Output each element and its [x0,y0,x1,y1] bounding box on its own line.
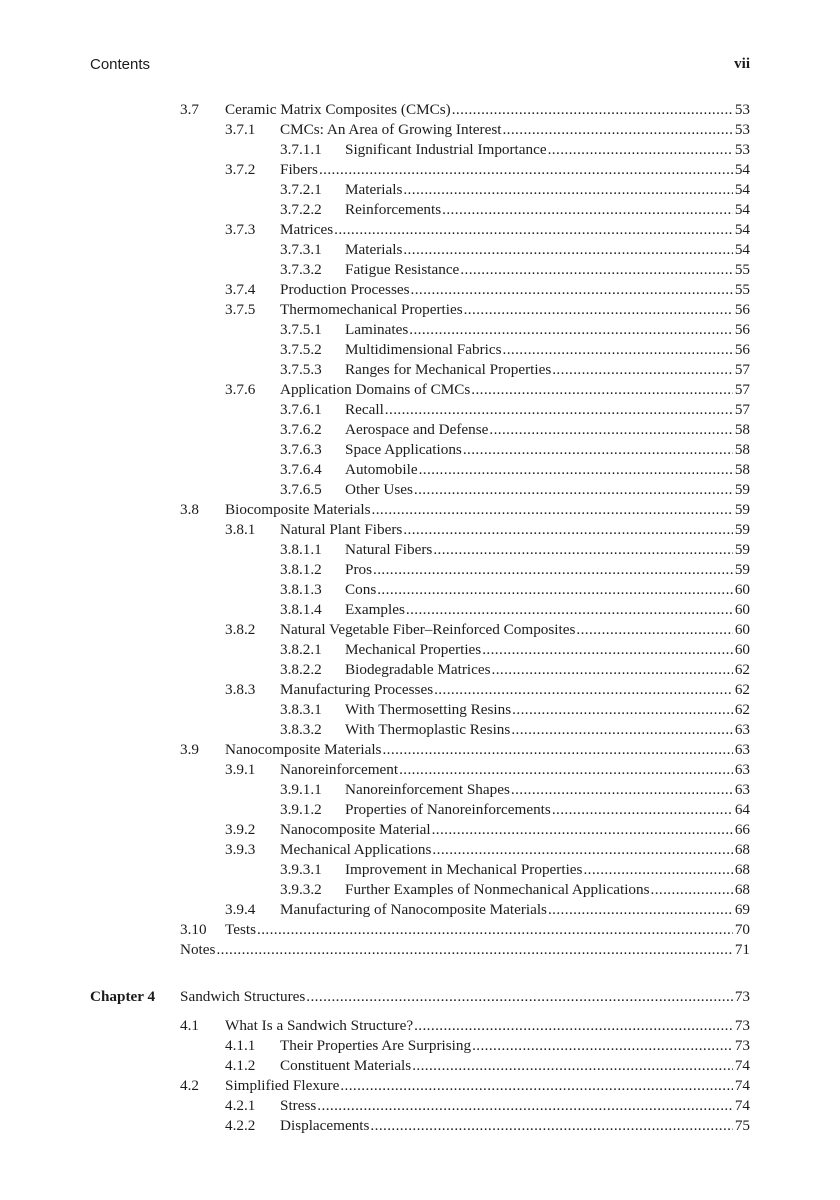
dot-leader [372,500,733,520]
dot-leader [583,860,732,880]
entry-page-number: 56 [734,301,750,318]
entry-page-number: 62 [734,681,750,698]
entry-title: Other Uses [345,481,413,498]
entry-number: 4.1.2 [225,1057,256,1074]
entry-title: Fatigue Resistance [345,261,460,278]
entry-title: Nanoreinforcement [280,761,399,778]
toc-entry[interactable] [0,1036,840,1056]
entry-title: Mechanical Properties [345,641,482,658]
toc-entry[interactable] [0,240,840,260]
dot-leader [414,480,733,500]
entry-page-number: 59 [734,521,750,538]
entry-number: 4.2.2 [225,1117,256,1134]
toc-entry[interactable] [0,820,840,840]
entry-page-number: 68 [734,881,750,898]
entry-title: Manufacturing Processes [280,681,434,698]
dot-leader [403,240,732,260]
entry-page-number: 62 [734,661,750,678]
toc-entry[interactable] [0,740,840,760]
entry-page-number: 58 [734,461,750,478]
entry-title: Natural Plant Fibers [280,521,403,538]
entry-title: Pros [345,561,373,578]
dot-leader [432,840,732,860]
entry-number: 3.7.6.4 [280,461,322,478]
toc-entry[interactable] [0,760,840,780]
dot-leader [411,280,733,300]
entry-page-number: 63 [734,741,750,758]
entry-page-number: 54 [734,201,750,218]
entry-number: 3.7.5.3 [280,361,322,378]
dot-leader [489,420,732,440]
entry-page-number: 56 [734,341,750,358]
toc-section-chapter-3 [0,100,840,960]
entry-page-number: 60 [734,621,750,638]
toc-entry[interactable] [0,400,840,420]
toc-entry[interactable] [0,1096,840,1116]
entry-number: 4.2.1 [225,1097,256,1114]
entry-title: Ranges for Mechanical Properties [345,361,552,378]
dot-leader [548,140,733,160]
toc-entry[interactable] [0,500,840,520]
entry-number: 3.8.1.4 [280,601,322,618]
dot-leader [472,1036,733,1056]
entry-title: Tests [225,921,256,938]
entry-title: Nanocomposite Material [280,821,431,838]
entry-page-number: 71 [734,941,750,958]
toc-entry[interactable] [0,700,840,720]
entry-title: Improvement in Mechanical Properties [345,861,583,878]
toc-entry[interactable] [0,900,840,920]
entry-page-number: 59 [734,481,750,498]
toc-entry[interactable] [0,320,840,340]
entry-page-number: 74 [734,1077,750,1094]
entry-number: 3.7.3 [225,221,256,238]
entry-page-number: 73 [734,1037,750,1054]
entry-number: 3.8.1 [225,521,256,538]
chapter-entry[interactable] [0,987,840,1007]
dot-leader [319,160,733,180]
toc-entry[interactable] [0,300,840,320]
entry-page-number: 59 [734,541,750,558]
entry-number: 3.8.2 [225,621,256,638]
dot-leader [460,260,733,280]
toc-entry[interactable] [0,420,840,440]
dot-leader [406,600,733,620]
entry-page-number: 68 [734,841,750,858]
entry-page-number: 74 [734,1097,750,1114]
entry-title: Notes [180,941,216,958]
dot-leader [463,440,733,460]
toc-entry[interactable] [0,580,840,600]
entry-title: With Thermosetting Resins [345,701,512,718]
entry-title: Biodegradable Matrices [345,661,491,678]
entry-title: Displacements [280,1117,370,1134]
entry-page-number: 60 [734,641,750,658]
entry-number: 3.9.3.2 [280,881,322,898]
entry-number: 3.8.1.3 [280,581,322,598]
dot-leader [216,940,732,960]
page-header [90,56,750,76]
running-title: Contents [90,56,151,73]
toc-entry[interactable] [0,440,840,460]
toc-entry[interactable] [0,640,840,660]
entry-number: 3.7 [180,101,199,118]
toc-entry[interactable] [0,460,840,480]
toc-entry[interactable] [0,620,840,640]
entry-title: Application Domains of CMCs [280,381,471,398]
toc-entry[interactable] [0,720,840,740]
entry-page-number: 63 [734,721,750,738]
entry-title: Examples [345,601,405,618]
entry-title: Natural Vegetable Fiber–Reinforced Composites [280,621,576,638]
dot-leader [403,520,732,540]
toc-entry[interactable] [0,860,840,880]
entry-title: Nanocomposite Materials [225,741,382,758]
entry-number: 3.7.2 [225,161,256,178]
toc-entry[interactable] [0,600,840,620]
entry-number: 3.7.1 [225,121,256,138]
toc-entry[interactable] [0,260,840,280]
dot-leader [511,780,733,800]
dot-leader [512,700,733,720]
entry-title: Significant Industrial Importance [345,141,547,158]
table-of-contents [0,100,840,1136]
entry-title: Materials [345,241,403,258]
dot-leader [432,820,733,840]
entry-title: Natural Fibers [345,541,433,558]
entry-number: 3.7.6.3 [280,441,322,458]
entry-page-number: 53 [734,141,750,158]
entry-number: 3.7.5.2 [280,341,322,358]
entry-title: Simplified Flexure [225,1077,340,1094]
entry-title: Matrices [280,221,334,238]
dot-leader [502,120,732,140]
entry-number: 3.7.6.5 [280,481,322,498]
toc-entry[interactable] [0,220,840,240]
dot-leader [442,200,733,220]
entry-number: 3.8.1.1 [280,541,322,558]
chapter-label: Chapter 4 [90,988,156,1005]
entry-page-number: 63 [734,781,750,798]
entry-page-number: 53 [734,101,750,118]
entry-number: 3.9.2 [225,821,256,838]
entry-page-number: 62 [734,701,750,718]
entry-number: 3.7.1.1 [280,141,322,158]
entry-title: Materials [345,181,403,198]
chapter-page-number: 73 [734,988,750,1005]
toc-entry[interactable] [0,540,840,560]
dot-leader [552,800,733,820]
toc-entry[interactable] [0,840,840,860]
toc-section-chapter-4 [0,1016,840,1136]
entry-number: 3.8.3 [225,681,256,698]
toc-entry[interactable] [0,140,840,160]
entry-title: Thermomechanical Properties [280,301,463,318]
entry-page-number: 55 [734,261,750,278]
entry-number: 3.10 [180,921,207,938]
entry-number: 3.8.2.1 [280,641,322,658]
toc-entry[interactable] [0,940,840,960]
entry-page-number: 66 [734,821,750,838]
dot-leader [403,180,732,200]
toc-entry[interactable] [0,1076,840,1096]
entry-page-number: 57 [734,381,750,398]
dot-leader [334,220,733,240]
dot-leader [464,300,733,320]
toc-entry[interactable] [0,360,840,380]
toc-entry[interactable] [0,1056,840,1076]
entry-page-number: 56 [734,321,750,338]
entry-number: 3.9.1.1 [280,781,322,798]
dot-leader [306,987,733,1007]
entry-number: 3.7.6.2 [280,421,322,438]
entry-title: Biocomposite Materials [225,501,371,518]
dot-leader [419,460,733,480]
chapter-title: Sandwich Structures [180,988,306,1005]
entry-page-number: 58 [734,421,750,438]
entry-page-number: 54 [734,161,750,178]
entry-title: Further Examples of Nonmechanical Applications [345,881,650,898]
dot-leader [340,1076,732,1096]
entry-number: 3.7.4 [225,281,256,298]
entry-number: 3.8.3.1 [280,701,322,718]
entry-page-number: 70 [734,921,750,938]
dot-leader [370,1116,732,1136]
dot-leader [385,400,733,420]
page-number: vii [734,56,750,72]
toc-entry[interactable] [0,480,840,500]
entry-number: 3.9.1.2 [280,801,322,818]
dot-leader [414,1016,733,1036]
toc-entry[interactable] [0,160,840,180]
entry-title: With Thermoplastic Resins [345,721,511,738]
dot-leader [651,880,733,900]
entry-number: 3.8 [180,501,199,518]
dot-leader [433,540,733,560]
entry-title: Constituent Materials [280,1057,412,1074]
toc-entry[interactable] [0,560,840,580]
dot-leader [492,660,733,680]
entry-title: Production Processes [280,281,410,298]
toc-entry[interactable] [0,520,840,540]
entry-page-number: 63 [734,761,750,778]
entry-title: Their Properties Are Surprising [280,1037,472,1054]
entry-page-number: 54 [734,181,750,198]
dot-leader [552,360,733,380]
toc-entry[interactable] [0,920,840,940]
entry-number: 3.7.3.1 [280,241,322,258]
entry-number: 3.7.2.1 [280,181,322,198]
entry-page-number: 58 [734,441,750,458]
entry-title: Stress [280,1097,317,1114]
entry-number: 3.9.3 [225,841,256,858]
toc-entry[interactable] [0,180,840,200]
entry-title: Mechanical Applications [280,841,432,858]
entry-number: 3.9.1 [225,761,256,778]
dot-leader [576,620,732,640]
dot-leader [434,680,733,700]
entry-number: 3.9.3.1 [280,861,322,878]
entry-title: What Is a Sandwich Structure? [225,1017,414,1034]
entry-number: 3.9.4 [225,901,256,918]
entry-title: CMCs: An Area of Growing Interest [280,121,502,138]
toc-entry[interactable] [0,380,840,400]
toc-entry[interactable] [0,280,840,300]
entry-number: 4.2 [180,1077,199,1094]
entry-title: Fibers [280,161,318,178]
entry-number: 3.7.3.2 [280,261,322,278]
entry-number: 3.7.6.1 [280,401,322,418]
entry-page-number: 69 [734,901,750,918]
dot-leader [503,340,733,360]
entry-title: Reinforcements [345,201,442,218]
entry-page-number: 57 [734,361,750,378]
entry-title: Aerospace and Defense [345,421,489,438]
entry-title: Space Applications [345,441,462,458]
toc-entry[interactable] [0,880,840,900]
toc-entry[interactable] [0,340,840,360]
entry-page-number: 74 [734,1057,750,1074]
dot-leader [511,720,733,740]
entry-page-number: 54 [734,241,750,258]
dot-leader [412,1056,733,1076]
dot-leader [548,900,733,920]
toc-entry[interactable] [0,780,840,800]
entry-number: 3.7.2.2 [280,201,322,218]
entry-number: 3.8.3.2 [280,721,322,738]
dot-leader [377,580,733,600]
dot-leader [317,1096,733,1116]
entry-number: 3.7.5.1 [280,321,322,338]
entry-title: Manufacturing of Nanocomposite Materials [280,901,547,918]
entry-page-number: 75 [734,1117,750,1134]
entry-page-number: 54 [734,221,750,238]
dot-leader [482,640,733,660]
entry-page-number: 68 [734,861,750,878]
dot-leader [257,920,733,940]
entry-title: Nanoreinforcement Shapes [345,781,510,798]
entry-page-number: 64 [734,801,750,818]
entry-title: Automobile [345,461,418,478]
entry-page-number: 55 [734,281,750,298]
dot-leader [373,560,733,580]
toc-entry[interactable] [0,100,840,120]
entry-number: 4.1.1 [225,1037,256,1054]
entry-title: Recall [345,401,384,418]
entry-page-number: 59 [734,501,750,518]
entry-title: Cons [345,581,377,598]
entry-page-number: 60 [734,601,750,618]
entry-title: Multidimensional Fabrics [345,341,502,358]
entry-number: 3.7.5 [225,301,256,318]
entry-page-number: 73 [734,1017,750,1034]
toc-entry[interactable] [0,200,840,220]
dot-leader [409,320,733,340]
toc-entry[interactable] [0,660,840,680]
dot-leader [452,100,733,120]
toc-entry[interactable] [0,1116,840,1136]
dot-leader [382,740,732,760]
entry-number: 3.7.6 [225,381,256,398]
dot-leader [399,760,733,780]
entry-number: 4.1 [180,1017,199,1034]
entry-number: 3.9 [180,741,199,758]
entry-title: Properties of Nanoreinforcements [345,801,551,818]
dot-leader [471,380,733,400]
toc-entry[interactable] [0,120,840,140]
entry-title: Ceramic Matrix Composites (CMCs) [225,101,451,118]
entry-page-number: 59 [734,561,750,578]
entry-number: 3.8.1.2 [280,561,322,578]
entry-page-number: 57 [734,401,750,418]
toc-entry[interactable] [0,800,840,820]
toc-entry[interactable] [0,680,840,700]
entry-page-number: 60 [734,581,750,598]
entry-number: 3.8.2.2 [280,661,322,678]
toc-entry[interactable] [0,1016,840,1036]
entry-page-number: 53 [734,121,750,138]
entry-title: Laminates [345,321,409,338]
